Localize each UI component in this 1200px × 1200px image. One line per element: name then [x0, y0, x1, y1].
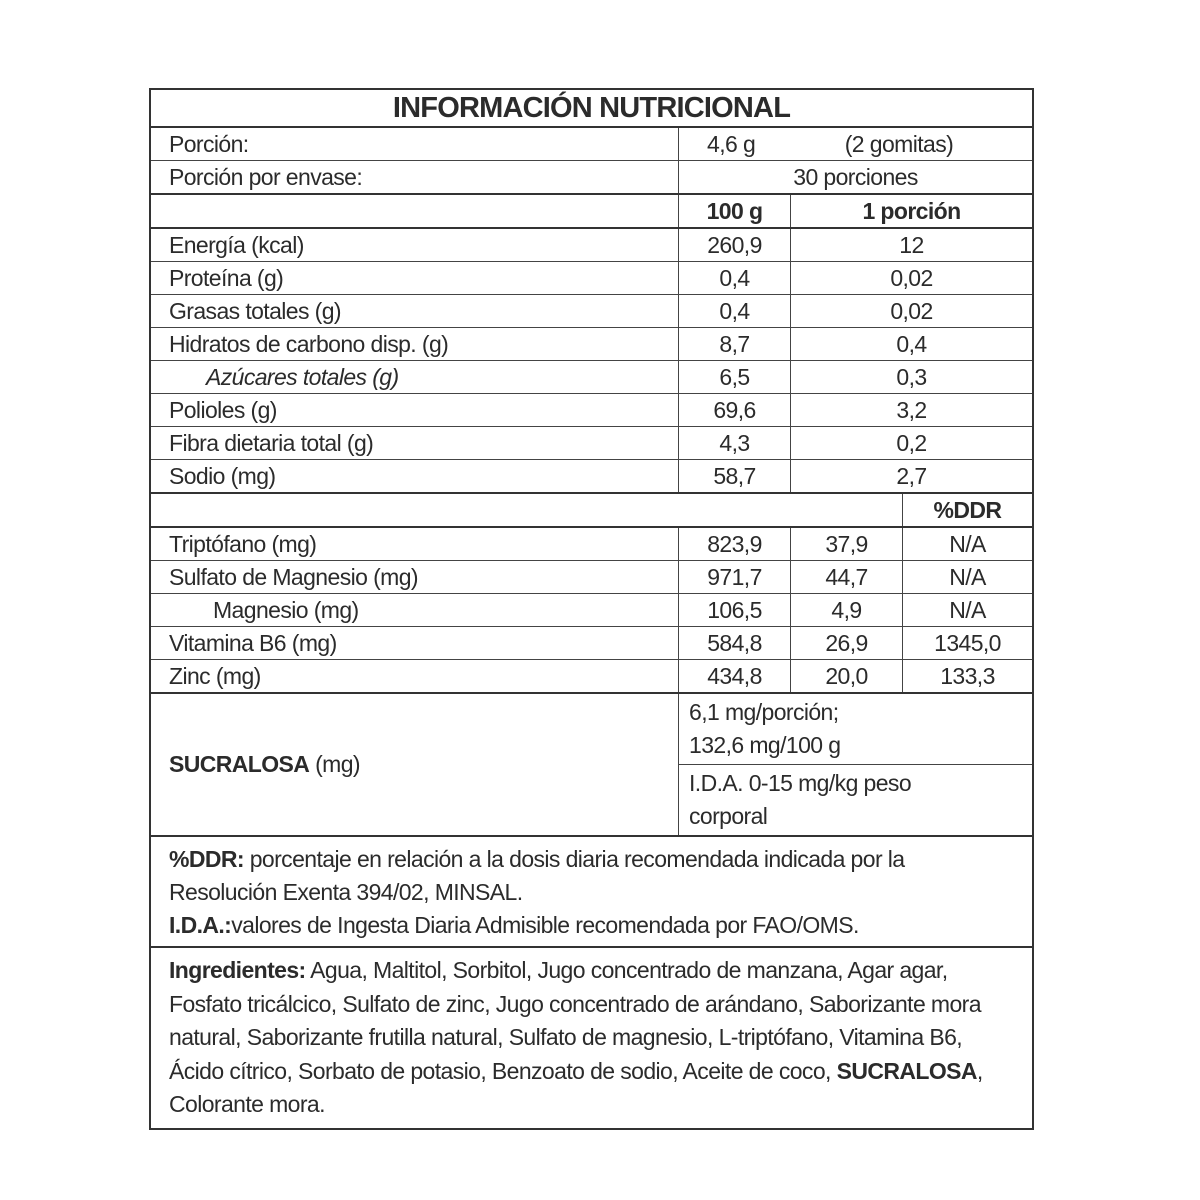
micronutrient-row: Magnesio (mg) 106,5 4,9 N/A	[151, 594, 1032, 627]
col-header-portion: 1 porción	[862, 198, 961, 224]
portions-per-pack-value: 30 porciones	[793, 164, 918, 190]
portion-value-cell	[679, 128, 1032, 160]
nutrient-row: Grasas totales (g) 0,4 0,02	[151, 295, 1032, 328]
sucralosa-values	[679, 694, 1032, 835]
sucralosa-row	[151, 694, 1032, 837]
portion-value: 4,6 g	[707, 131, 756, 157]
ida-note: I.D.A.:valores de Ingesta Diaria Admisible recomendada por FAO/OMS.	[169, 912, 859, 938]
column-header-row	[151, 195, 1032, 229]
ddr-note: %DDR: porcentaje en relación a la dosis diaria recomendada indicada por la Resolución Exenta 394/02, MINSAL.	[169, 846, 905, 905]
micronutrient-row: Vitamina B6 (mg) 584,8 26,9 1345,0	[151, 627, 1032, 660]
nutrition-label	[149, 88, 1034, 1130]
portion-row	[151, 128, 1032, 161]
ddr-header-row	[151, 494, 1032, 528]
nutrient-row: Proteína (g) 0,4 0,02	[151, 262, 1032, 295]
sucralosa-label: SUCRALOSA (mg)	[151, 694, 679, 835]
nutrient-row: Azúcares totales (g) 6,5 0,3	[151, 361, 1032, 394]
portion-label: Porción:	[151, 128, 679, 160]
footnotes	[151, 837, 1032, 948]
nutrient-row: Polioles (g) 69,6 3,2	[151, 394, 1032, 427]
nutrient-row: Sodio (mg) 58,7 2,7	[151, 460, 1032, 494]
sucralosa-ida: I.D.A. 0-15 mg/kg peso corporal	[689, 770, 912, 829]
col-header-ddr: %DDR	[933, 497, 1002, 523]
micronutrient-row: Zinc (mg) 434,8 20,0 133,3	[151, 660, 1032, 694]
nutrient-row: Energía (kcal) 260,9 12	[151, 229, 1032, 262]
label-title: INFORMACIÓN NUTRICIONAL	[151, 90, 1032, 128]
micronutrient-row: Triptófano (mg) 823,9 37,9 N/A	[151, 528, 1032, 561]
nutrient-row: Fibra dietaria total (g) 4,3 0,2	[151, 427, 1032, 460]
nutrient-row: Hidratos de carbono disp. (g) 8,7 0,4	[151, 328, 1032, 361]
portions-per-pack-label: Porción por envase:	[151, 161, 679, 193]
col-header-100g: 100 g	[679, 195, 791, 227]
micronutrient-row: Sulfato de Magnesio (mg) 971,7 44,7 N/A	[151, 561, 1032, 594]
sucralosa-amounts: 6,1 mg/porción; 132,6 mg/100 g	[679, 694, 1032, 765]
ingredients: Ingredientes: Agua, Maltitol, Sorbitol, Jugo concentrado de manzana, Agar agar, Fosfato tricálcico, Sulfato de zinc, Jugo concentrado de arándano, Saborizante mora natural, Saborizante frutilla natural, Sulfato de magnesio, L-triptófano, Vitamina B6, Ácido cítrico, Sorbato de potasio, Benzoato de sodio, Aceite de coco, SUCRALOSA, Colorante mora.	[169, 957, 983, 1117]
portions-per-pack-row	[151, 161, 1032, 195]
portion-units: (2 gomitas)	[844, 131, 954, 157]
